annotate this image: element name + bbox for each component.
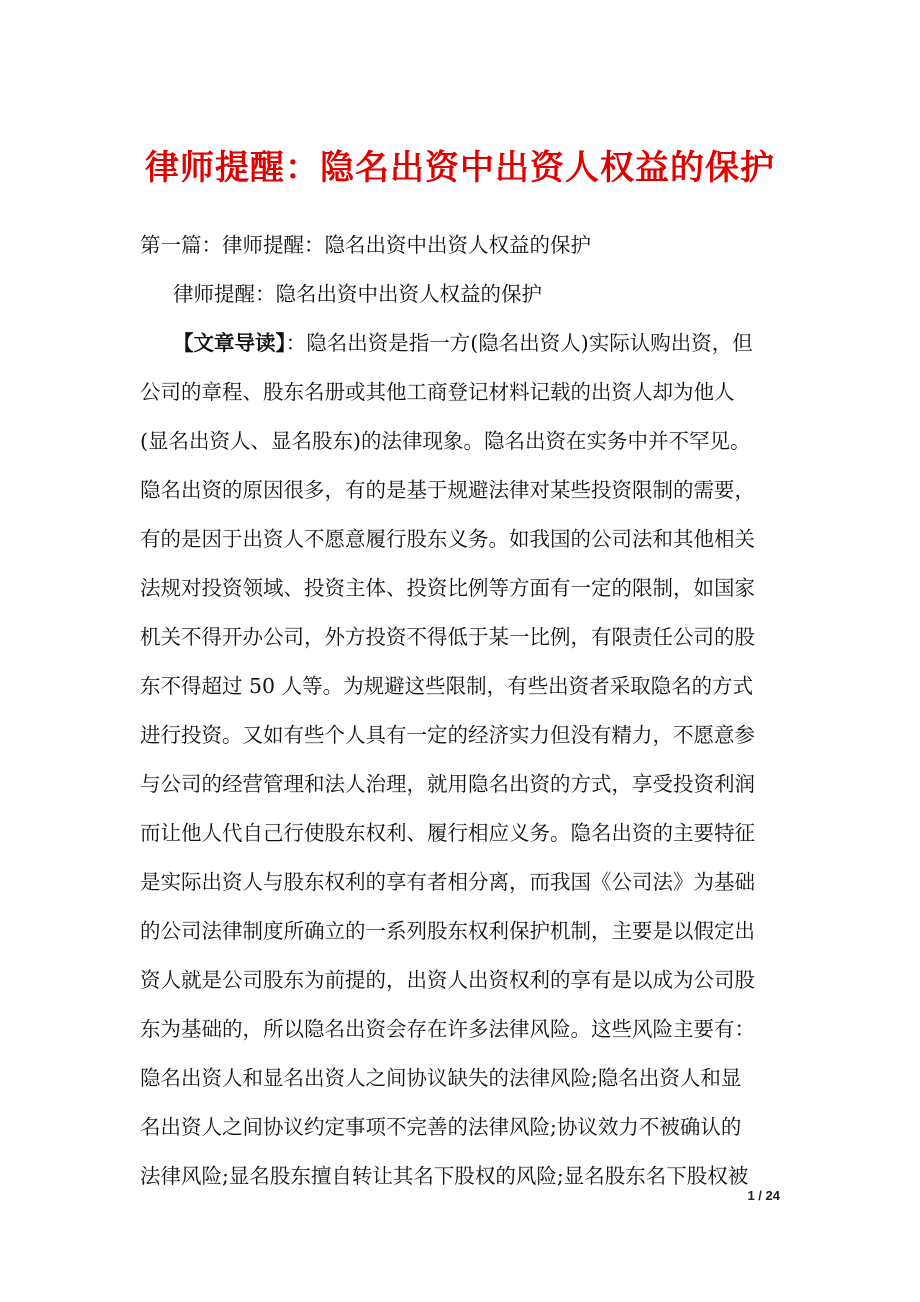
paragraph-line: 是实际出资人与股东权利的享有者相分离，而我国《公司法》为基础	[140, 870, 755, 894]
page-number: 1 / 24	[747, 1188, 780, 1203]
paragraph-line: 而让他人代自己行使股东权利、履行相应义务。隐名出资的主要特征	[140, 821, 755, 845]
paragraph-line: 的公司法律制度所确立的一系列股东权利保护机制，主要是以假定出	[140, 919, 755, 943]
paragraph-line: 机关不得开办公司，外方投资不得低于某一比例，有限责任公司的股	[140, 625, 755, 649]
paragraph-line: (显名出资人、显名股东)的法律现象。隐名出资在实务中并不罕见。	[140, 429, 751, 453]
section-heading: 第一篇：律师提醒：隐名出资中出资人权益的保护	[140, 233, 591, 257]
paragraph-line: 东为基础的，所以隐名出资会存在许多法律风险。这些风险主要有：	[140, 1017, 755, 1041]
paragraph-line: 进行投资。又如有些个人具有一定的经济实力但没有精力，不愿意参	[140, 723, 755, 747]
article-paragraph	[140, 319, 792, 1201]
paragraph-line	[140, 319, 792, 368]
lead-label: 【文章导读】	[173, 331, 286, 355]
paragraph-line: 东不得超过 50 人等。为规避这些限制，有些出资者采取隐名的方式	[140, 674, 754, 698]
paragraph-line: 隐名出资的原因很多，有的是基于规避法律对某些投资限制的需要，	[140, 478, 755, 502]
paragraph-line: 名出资人之间协议约定事项不完善的法律风险;协议效力不被确认的	[140, 1115, 742, 1139]
paragraph-line: 法律风险;显名股东擅自转让其名下股权的风险;显名股东名下股权被	[140, 1164, 749, 1188]
paragraph-line: 公司的章程、股东名册或其他工商登记材料记载的出资人却为他人	[140, 380, 735, 404]
paragraph-line: 有的是因于出资人不愿意履行股东义务。如我国的公司法和其他相关	[140, 527, 755, 551]
paragraph-line: 法规对投资领域、投资主体、投资比例等方面有一定的限制，如国家	[140, 576, 755, 600]
subheading: 律师提醒：隐名出资中出资人权益的保护	[173, 282, 542, 306]
paragraph-line: 资人就是公司股东为前提的，出资人出资权利的享有是以成为公司股	[140, 968, 755, 992]
paragraph-line: 隐名出资人和显名出资人之间协议缺失的法律风险;隐名出资人和显	[140, 1066, 742, 1090]
paragraph-line-text: ：隐名出资是指一方(隐名出资人)实际认购出资，但	[285, 331, 753, 355]
paragraph-line: 与公司的经营管理和法人治理，就用隐名出资的方式，享受投资利润	[140, 772, 755, 796]
document-title: 律师提醒：隐名出资中出资人权益的保护	[145, 148, 775, 188]
